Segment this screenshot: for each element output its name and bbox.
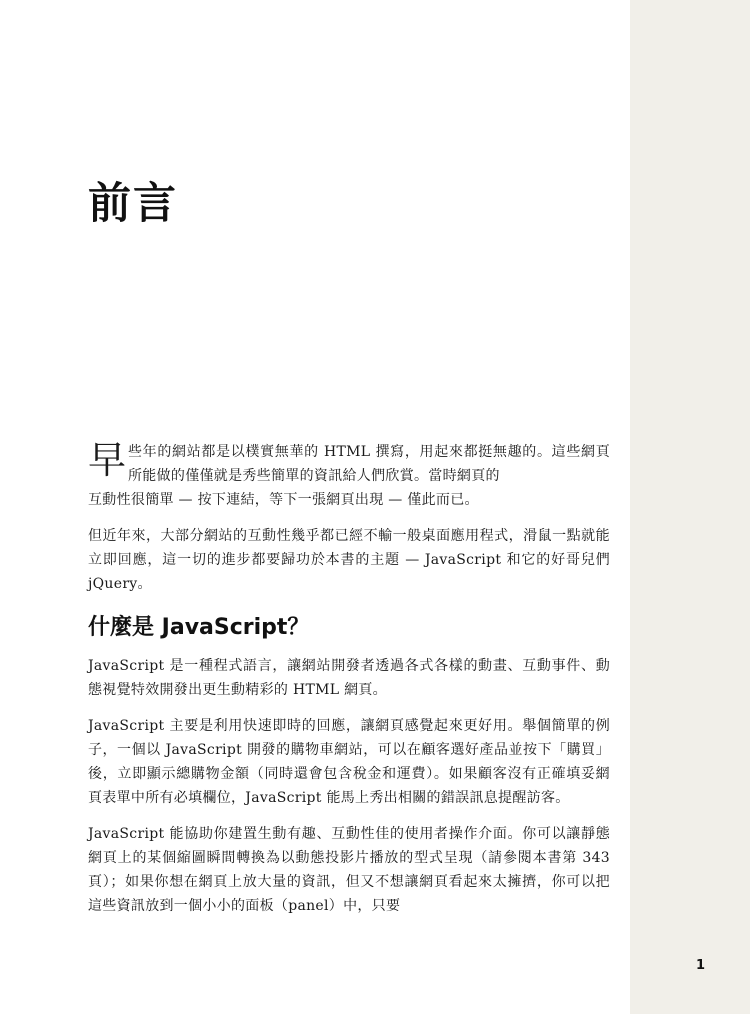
intro-paragraph-1 [88, 440, 610, 512]
section-paragraph-3: JavaScript 能協助你建置生動有趣、互動性佳的使用者操作介面。你可以讓靜態網頁上的某個縮圖瞬間轉換為以動態投影片播放的型式呈現（請參閱本書第 343 頁）；如果你想在網頁上放大量的資訊，但又不想讓網頁看起來太擁擠，你可以把這些資訊放到一個小小的面板（panel）中，只要 [88, 826, 610, 914]
intro-paragraph-2: 但近年來，大部分網站的互動性幾乎都已經不輸一般桌面應用程式，滑鼠一點就能立即回應，這一切的進步都要歸功於本書的主題 — JavaScript 和它的好哥兒們 jQuery。 [88, 528, 610, 592]
section-paragraph-1: JavaScript 是一種程式語言，讓網站開發者透過各式各樣的動畫、互動事件、動態視覺特效開發出更生動精彩的 HTML 網頁。 [88, 658, 610, 698]
intro-paragraph-1-rest: 互動性很簡單 — 按下連結，等下一張網頁出現 — 僅此而已。 [88, 492, 479, 508]
section-heading: 什麼是 JavaScript？ [88, 615, 310, 640]
page-body [88, 440, 610, 930]
page-margin-band [630, 0, 750, 1014]
drop-cap: 早 [88, 438, 127, 482]
intro-paragraph-1-lead: 些年的網站都是以樸實無華的 HTML 撰寫，用起來都挺無趣的。這些網頁所能做的僅僅就是秀些簡單的資訊給人們欣賞。當時網頁的 [128, 444, 610, 484]
chapter-title: 前言 [88, 179, 178, 229]
page-number: 1 [696, 958, 706, 973]
section-paragraph-2: JavaScript 主要是利用快速即時的回應，讓網頁感覺起來更好用。舉個簡單的例子，一個以 JavaScript 開發的購物車網站，可以在顧客選好產品並按下「購買」後，立即顯示總購物金額（同時還會包含稅金和運費）。如果顧客沒有正確填妥網頁表單中所有必填欄位，JavaScript 能馬上秀出相關的錯誤訊息提醒訪客。 [88, 718, 610, 806]
